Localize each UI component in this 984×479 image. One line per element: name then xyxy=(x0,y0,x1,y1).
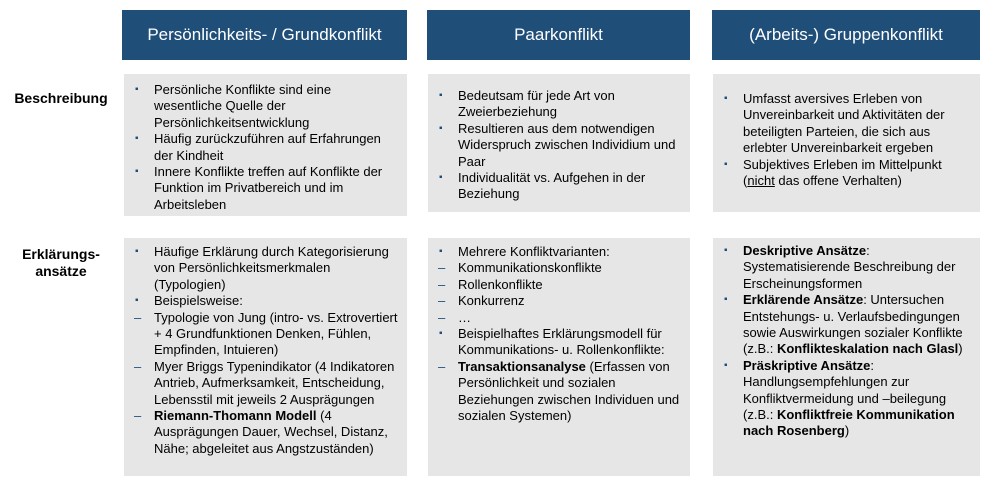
list-item: ▪ Beispielhaftes Erklärungsmodell für Kommunikations- u. Rollenkonflikte: xyxy=(439,326,665,358)
row-label-description xyxy=(8,90,114,107)
description-group-box xyxy=(713,74,980,212)
description-couple-box xyxy=(428,74,690,212)
dash-icon: – xyxy=(438,358,446,374)
list-item: ▪ Umfasst aversives Erleben von Unvereinbarkeit und Aktivitäten der beteiligten Parteien, die sich aus erlebter Unvereinbarkeit ergeben xyxy=(724,91,945,156)
bullet-icon: ▪ xyxy=(724,245,728,256)
bullet-icon: ▪ xyxy=(135,295,139,307)
list-subitem: – … xyxy=(438,309,471,325)
bullet-icon: ▪ xyxy=(439,172,443,184)
list-item: ▪ Innere Konflikte treffen auf Konflikte der Funktion im Privatbereich und im Arbeitsleben xyxy=(135,164,383,212)
bullet-icon: ▪ xyxy=(724,93,728,104)
bullet-icon: ▪ xyxy=(135,246,139,257)
row-label-explanations xyxy=(8,246,114,280)
dash-icon: – xyxy=(438,276,446,292)
bullet-icon: ▪ xyxy=(724,294,728,306)
list-item: ▪ Bedeutsam für jede Art von Zweierbeziehung xyxy=(439,88,615,120)
list-item: ▪ Individualität vs. Aufgehen in der Beziehung xyxy=(439,170,646,202)
dash-icon: – xyxy=(438,293,446,309)
bullet-icon: ▪ xyxy=(724,158,728,170)
bullet-icon: ▪ xyxy=(439,90,443,101)
bullet-icon: ▪ xyxy=(135,84,139,95)
bullet-icon: ▪ xyxy=(439,328,443,340)
row-label-explanations-line2: ansätze xyxy=(35,263,87,279)
list-subitem: – Kommunikationskonflikte xyxy=(438,260,602,276)
bullet-icon: ▪ xyxy=(439,246,443,257)
description-personality-box xyxy=(124,74,407,216)
row-label-explanations-line1: Erklärungs- xyxy=(22,246,100,262)
list-subitem: – Konkurrenz xyxy=(438,293,525,309)
explanation-couple-box xyxy=(428,238,690,476)
list-subitem: – Typologie von Jung (intro- vs. Extrovertiert + 4 Grundfunktionen Denken, Fühlen, Empfinden, Intuieren) xyxy=(134,309,398,358)
row-label-description-text: Beschreibung xyxy=(14,90,108,106)
dash-icon: – xyxy=(134,358,142,374)
list-subitem: – Transaktionsanalyse (Erfassen von Persönlichkeit und sozialen Beziehungen zwischen Individuen und sozialen Systemen) xyxy=(438,358,680,424)
bullet-icon: ▪ xyxy=(135,166,139,178)
dash-icon: – xyxy=(134,309,142,325)
list-subitem: – Riemann-Thomann Modell (4 Ausprägungen Dauer, Wechsel, Distanz, Nähe; abgeleitet aus Angstzuständen) xyxy=(134,408,388,456)
list-item: ▪ Deskriptive Ansätze: Systematisierende Beschreibung der Erscheinungsformen xyxy=(724,243,956,291)
list-item: ▪ Häufig zurückzuführen auf Erfahrungen der Kindheit xyxy=(135,131,381,163)
dash-icon: – xyxy=(134,408,142,424)
list-item: ▪ Häufige Erklärung durch Kategorisierung von Persönlichkeitsmerkmalen (Typologien) xyxy=(135,244,389,292)
explanation-group-box xyxy=(713,238,980,476)
dash-icon: – xyxy=(438,260,446,276)
list-item: ▪ Präskriptive Ansätze: Handlungsempfehlungen zur Konfliktvermeidung und –beilegung (z.B.: Konfliktfreie Kommunikation nach Rosenberg) xyxy=(724,357,955,439)
list-item: ▪ Mehrere Konfliktvarianten: xyxy=(439,244,610,259)
dash-icon: – xyxy=(438,309,446,325)
list-subitem: – Myer Briggs Typenindikator (4 Indikatoren Antrieb, Aufmerksamkeit, Entscheidung, Lebensstil mit jeweils 2 Ausprägungen xyxy=(134,358,395,407)
bullet-icon: ▪ xyxy=(135,133,139,145)
list-item: ▪ Beispielsweise: xyxy=(135,293,243,309)
list-item: ▪ Persönliche Konflikte sind eine wesentliche Quelle der Persönlichkeitsentwicklung xyxy=(135,82,332,130)
list-item: ▪ Subjektives Erleben im Mittelpunkt (nicht das offene Verhalten) xyxy=(724,156,942,189)
column-header-couple: Paarkonflikt xyxy=(427,10,690,60)
bullet-icon: ▪ xyxy=(724,359,728,371)
list-subitem: – Rollenkonflikte xyxy=(438,276,543,292)
list-item: ▪ Resultieren aus dem notwendigen Widerspruch zwischen Individium und Paar xyxy=(439,120,676,169)
list-item: ▪ Erklärende Ansätze: Untersuchen Entstehungs- u. Verlaufsbedingungen sowie Auswirkungen sozialer Konflikte (z.B.: Konflikteskalation nach Glasl) xyxy=(724,292,963,357)
column-header-personality: Persönlichkeits- / Grundkonflikt xyxy=(122,10,407,60)
column-header-group: (Arbeits-) Gruppenkonflikt xyxy=(712,10,980,60)
bullet-icon: ▪ xyxy=(439,122,443,134)
explanation-personality-box xyxy=(124,238,407,476)
